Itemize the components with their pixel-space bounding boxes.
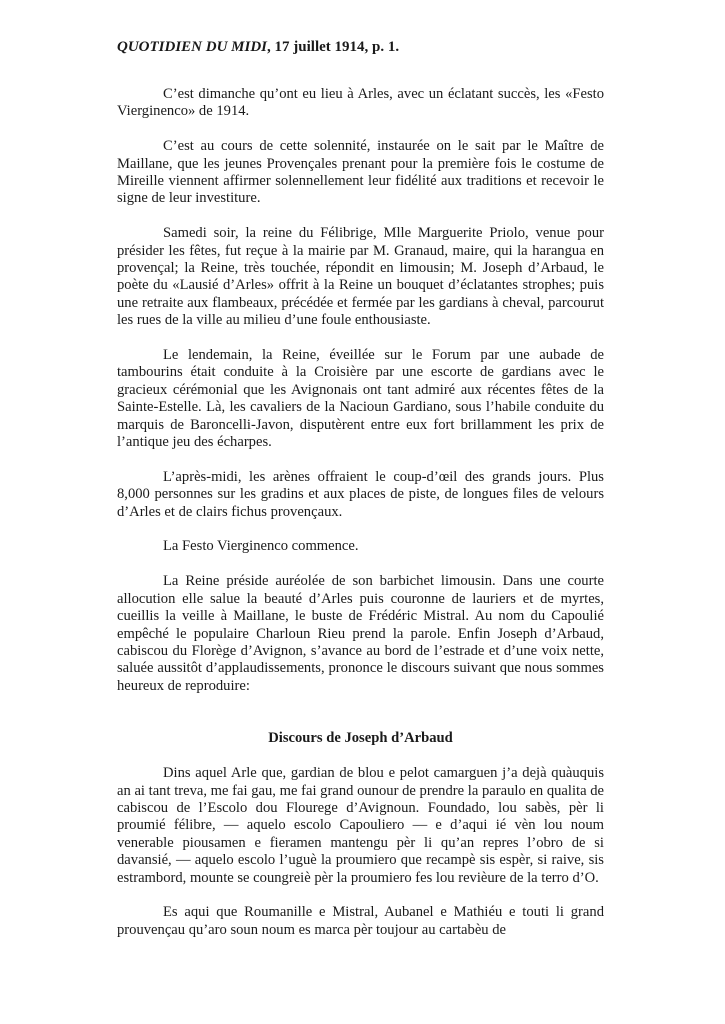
speech-paragraph-1: Dins aquel Arle que, gardian de blou e pelot camarguen j’a dejà quàuquis an ai tant treva, me fai gau, me fai grand ounour de prendre la paraulo en qualita de cabiscou de l’Escolo dou Flourege d’Avignoun. Foundado, lou sabès, pèr li proumié félibre, — aquelo escolo Capouliero — e d’aqui ié vèn lou noum venerable piousamen e fieramen mantengu pèr li qu’an repres l’obro de si davansié, — aquelo escolo l’uguè la proumiero que recampè sis espèr, si raive, sis estrambord, mounte se coungreiè pèr la proumiero fes lou revièure de la terro d’O. [117,765,604,886]
paragraph-7: La Reine préside auréolée de son barbichet limousin. Dans une courte allocution elle salue la beauté d’Arles puis couronne de lauriers et de myrtes, cueillis la veille à Maillane, le buste de Frédéric Mistral. Au nom du Capoulié empêché le populaire Charloun Rieu prend la parole. Enfin Joseph d’Arbaud, cabiscou du Florège d’Avignon, s’avance au bord de l’estrade et d’une voix nette, saluée aussitôt d’applaudissements, prononce le discours suivant que nous sommes heureux de reproduire: [117,573,604,694]
section-title: Discours de Joseph d’Arbaud [268,730,453,747]
paragraph-2: C’est au cours de cette solennité, instaurée on le sait par le Maître de Maillane, que les jeunes Provençales prenant pour la première fois le costume de Mireille viennent affirmer solennellement leur fidélité aux traditions et recevoir le signe de leur investiture. [117,138,604,207]
speech-paragraph-2: Es aqui que Roumanille e Mistral, Aubanel e Mathiéu e touti li grand prouvençau qu’aro soun noum es marca pèr toujour au cartabèu de [117,904,604,938]
header-source: QUOTIDIEN DU MIDI [117,39,268,55]
paragraph-1: C’est dimanche qu’ont eu lieu à Arles, avec un éclatant succès, les «Festo Vierginenco» de 1914. [117,86,604,120]
paragraph-6: La Festo Vierginenco commence. [163,538,359,555]
header-date-page: , 17 juillet 1914, p. 1. [267,39,400,55]
paragraph-5: L’après-midi, les arènes offraient le coup-d’œil des grands jours. Plus 8,000 personnes sur les gradins et aux places de piste, de longues files de velours d’Arles et de clairs fichus provençaux. [117,468,604,520]
document-header [117,38,604,56]
paragraph-3: Samedi soir, la reine du Félibrige, Mlle Marguerite Priolo, venue pour présider les fêtes, fut reçue à la mairie par M. Granaud, maire, qui la harangua en provençal; la Reine, très touchée, répondit en limousin; M. Joseph d’Arbaud, le poète du «Lausié d’Arles» offrit à la Reine un bouquet d’éclatantes strophes; puis une retraite aux flambeaux, précédée et fermée par les gardians à cheval, parcourut les rues de la ville au milieu d’une foule enthousiaste. [117,225,604,329]
document-page [117,38,604,957]
paragraph-4: Le lendemain, la Reine, éveillée sur le Forum par une aubade de tambourins était conduite à la Croisière par une escorte de gardians avec le gracieux cérémonial que les Avignonais ont tant admiré aux récentes fêtes de la Sainte-Estelle. Là, les cavaliers de la Nacioun Gardiano, sous l’habile conduite du marquis de Baroncelli-Javon, disputèrent entre eux fort brillamment les prix de l’antique jeu des écharpes. [117,347,604,451]
